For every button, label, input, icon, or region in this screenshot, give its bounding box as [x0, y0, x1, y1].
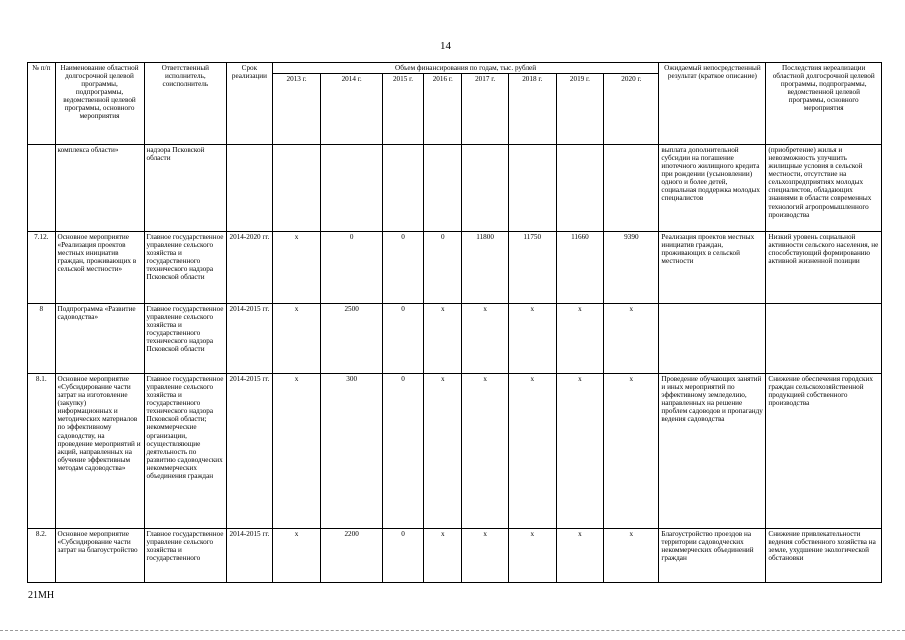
row-num: 8.2.	[28, 529, 56, 583]
table-row	[28, 374, 882, 529]
row-name: Основное мероприятие «Субсидирование части затрат на изготовление (закупку) информационных и методических материалов по эффективному садоводству, на проведение мероприятий и акций, направленных на обучение эффективным методам садоводства»	[55, 374, 144, 529]
row-value: х	[556, 529, 604, 583]
row-executor: надзора Псковской области	[144, 145, 227, 232]
row-executor: Главное государственное управление сельского хозяйства и государственного технического надзора Псковской области; некоммерческие организации, осуществляющие деятельность по развитию садоводческих некоммерческих объединения граждан	[144, 374, 227, 529]
row-value	[556, 145, 604, 232]
header-financing: Объем финансирования по годам, тыс. рублей	[272, 63, 659, 74]
row-value: х	[604, 304, 659, 374]
header-executor: Ответственный исполнитель, соисполнитель	[144, 63, 227, 145]
row-term: 2014-2015 гг.	[227, 529, 273, 583]
row-value	[424, 145, 462, 232]
row-value	[321, 145, 382, 232]
row-value	[382, 145, 423, 232]
row-value: 300	[321, 374, 382, 529]
row-num: 8.1.	[28, 374, 56, 529]
row-value: 2200	[321, 529, 382, 583]
row-result: Благоустройство проездов на территории садоводческих некоммерческих объединений граждан	[659, 529, 766, 583]
row-executor: Главное государственное управление сельского хозяйства и государственного технического надзора Псковской области	[144, 304, 227, 374]
row-value	[462, 145, 509, 232]
row-num: 7.12.	[28, 232, 56, 304]
row-value: х	[508, 529, 556, 583]
footer-mark: 21МН	[28, 590, 55, 601]
financing-table	[27, 62, 882, 583]
row-result	[659, 304, 766, 374]
row-value: х	[272, 529, 321, 583]
row-value: х	[462, 374, 509, 529]
row-value: 0	[424, 232, 462, 304]
row-term	[227, 145, 273, 232]
row-term: 2014-2020 гг.	[227, 232, 273, 304]
row-consequences	[766, 304, 882, 374]
row-value: х	[604, 374, 659, 529]
row-consequences: (приобретение) жилья и невозможность улучшить жилищные условия в сельской местности, отсутствие на сельхозпредприятиях молодых специалистов, обладающих знаниями в области современных технологий агропромышленного производства	[766, 145, 882, 232]
row-consequences: Снижение обеспечения городских граждан сельскохозяйственной продукцией собственного производства	[766, 374, 882, 529]
row-value: х	[604, 529, 659, 583]
row-value: х	[424, 304, 462, 374]
row-value: х	[462, 529, 509, 583]
row-value	[508, 145, 556, 232]
row-term: 2014-2015 гг.	[227, 304, 273, 374]
header-row	[28, 63, 882, 74]
row-consequences: Низкий уровень социальной активности сельского населения, не способствующий формированию активной жизненной позиции	[766, 232, 882, 304]
row-value: 2500	[321, 304, 382, 374]
row-name: Основное мероприятие «Реализация проектов местных инициатив граждан, проживающих в сельской местности»	[55, 232, 144, 304]
row-value: 0	[321, 232, 382, 304]
row-executor: Главное государственное управление сельского хозяйства и государственного технического надзора Псковской области	[144, 232, 227, 304]
row-value: х	[462, 304, 509, 374]
table-row	[28, 145, 882, 232]
header-year: 2013 г.	[272, 74, 321, 145]
row-value: х	[508, 374, 556, 529]
row-executor: Главное государственное управление сельского хозяйства и государственного	[144, 529, 227, 583]
row-result: Проведение обучающих занятий и иных мероприятий по эффективному земледелию, направленных на решение проблем садоводов и пропаганду ведения садоводства	[659, 374, 766, 529]
row-result: выплата дополнительной субсидии на погашение ипотечного жилищного кредита при рождении (усыновлении) одного и более детей, социальная поддержка молодых специалистов	[659, 145, 766, 232]
row-value: 9390	[604, 232, 659, 304]
row-term: 2014-2015 гг.	[227, 374, 273, 529]
row-value: х	[424, 529, 462, 583]
header-num: № п/п	[28, 63, 56, 145]
row-value: 0	[382, 529, 423, 583]
table-row	[28, 304, 882, 374]
header-term: Срок реализации	[227, 63, 273, 145]
table-row	[28, 232, 882, 304]
row-value: х	[556, 304, 604, 374]
row-value: 0	[382, 374, 423, 529]
page-edge-divider	[0, 630, 905, 631]
table-row	[28, 529, 882, 583]
header-year: 2020 г.	[604, 74, 659, 145]
header-year: 2017 г.	[462, 74, 509, 145]
row-value	[604, 145, 659, 232]
row-num: 8	[28, 304, 56, 374]
page-number: 14	[440, 40, 451, 52]
header-year: 2014 г.	[321, 74, 382, 145]
row-value: х	[556, 374, 604, 529]
header-year: 2016 г.	[424, 74, 462, 145]
header-year: 2019 г.	[556, 74, 604, 145]
row-value: 11800	[462, 232, 509, 304]
row-value: х	[424, 374, 462, 529]
row-name: комплекса области»	[55, 145, 144, 232]
row-value: х	[272, 374, 321, 529]
row-value: х	[272, 304, 321, 374]
row-value: х	[508, 304, 556, 374]
row-value: 11750	[508, 232, 556, 304]
header-year: 2015 г.	[382, 74, 423, 145]
row-value: х	[272, 232, 321, 304]
row-result: Реализация проектов местных инициатив граждан, проживающих в сельской местности	[659, 232, 766, 304]
row-consequences: Снижение привлекательности ведения собственного хозяйства на земле, ухудшение экологической обстановки	[766, 529, 882, 583]
row-value: 0	[382, 232, 423, 304]
row-name: Подпрограмма «Развитие садоводства»	[55, 304, 144, 374]
header-result: Ожидаемый непосредственный результат (краткое описание)	[659, 63, 766, 145]
row-value: 0	[382, 304, 423, 374]
row-name: Основное мероприятие «Субсидирование части затрат на благоустройство	[55, 529, 144, 583]
row-value	[272, 145, 321, 232]
row-value: 11660	[556, 232, 604, 304]
row-num	[28, 145, 56, 232]
header-name: Наименование областной долгосрочной целевой программы, подпрограммы, ведомственной целевой программы, основного мероприятия	[55, 63, 144, 145]
header-consequences: Последствия нереализации областной долгосрочной целевой программы, подпрограммы, ведомственной целевой программы, основного мероприятия	[766, 63, 882, 145]
header-year: 2018 г.	[508, 74, 556, 145]
